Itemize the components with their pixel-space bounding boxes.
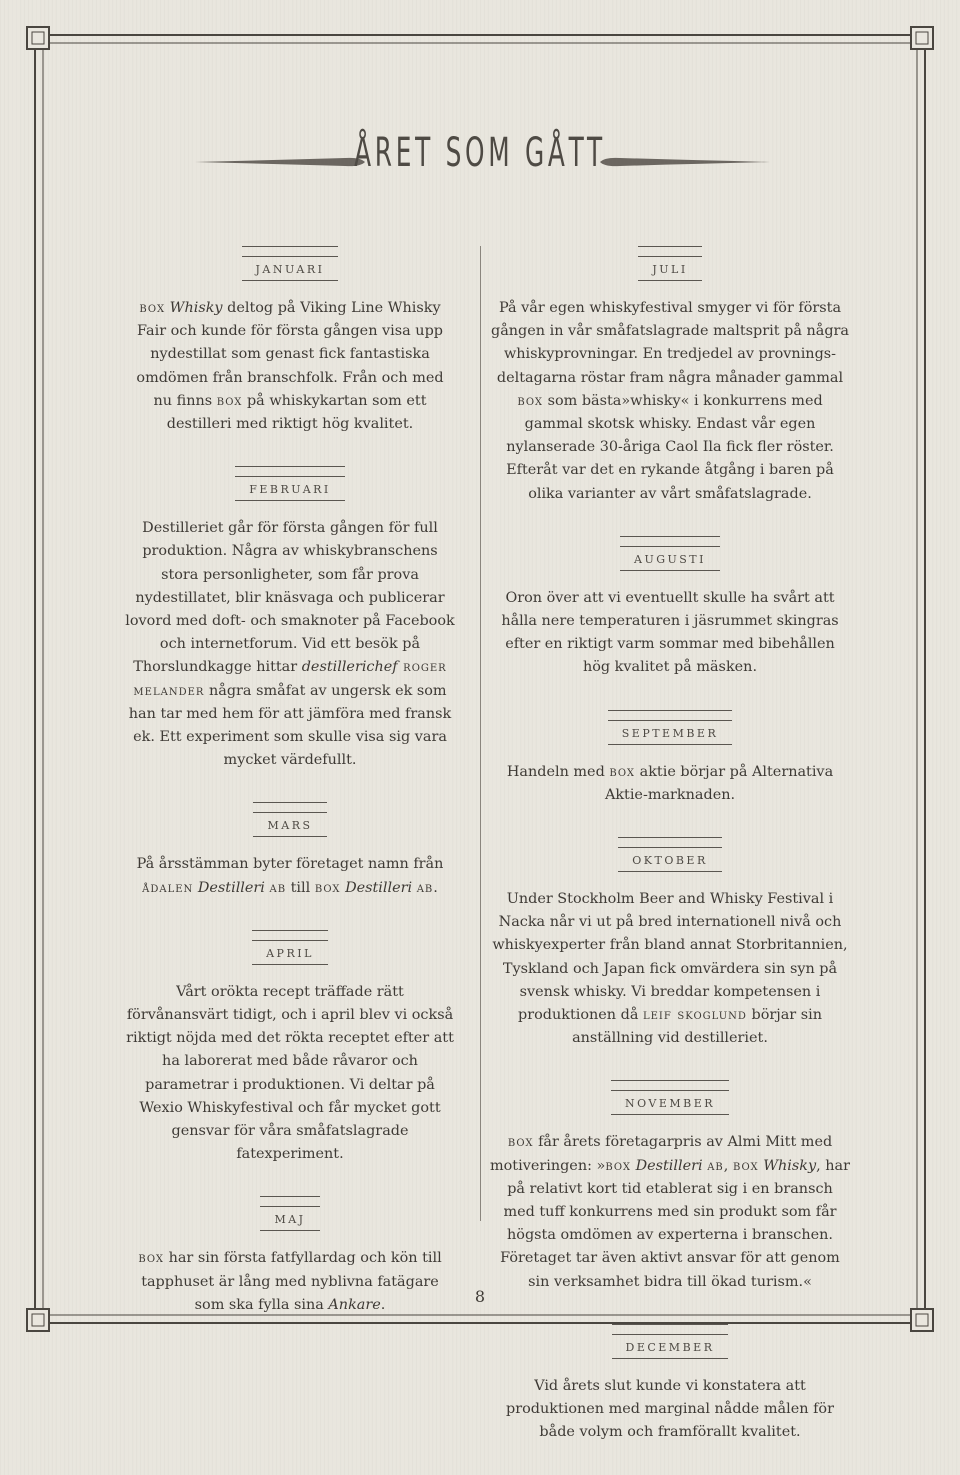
section-juli bbox=[490, 246, 850, 506]
page-number: 8 bbox=[474, 1287, 486, 1306]
section-november bbox=[490, 1080, 850, 1293]
page-title: ÅRET SOM GÅTT bbox=[354, 130, 606, 176]
section-mars bbox=[125, 802, 455, 899]
month-heading-december: december bbox=[612, 1324, 729, 1359]
section-februari bbox=[125, 466, 455, 772]
section-april bbox=[125, 930, 455, 1167]
juli-text: På vår egen whiskyfestival smyger vi för första gången in vår småfatslagrade maltsprit på några whiskyprovningar. En tredjedel av provningsdeltagarna röstar fram några månader gammal box som bästa»whisky« i konkurrens med gammal skotsk whisky. Endast vår egen nylanserade 30-åriga Caol Ila fick fler röster. Efteråt var det en rykande åtgång i baren på olika varianter av vårt småfatslagrade. bbox=[490, 300, 849, 502]
month-heading-mars: mars bbox=[253, 802, 326, 837]
month-heading-augusti: augusti bbox=[620, 536, 720, 571]
januari-text: box Whisky deltog på Viking Line Whisky Fair och kunde för första gången visa upp nydestillat som genast fick fantastiska omdömen från branschfolk. Från och med nu finns box på whiskykartan som ett destilleri med riktigt hög kvalitet. bbox=[136, 300, 444, 433]
month-heading-oktober: oktober bbox=[618, 837, 722, 872]
month-heading-maj: maj bbox=[260, 1196, 319, 1231]
section-oktober bbox=[490, 837, 850, 1050]
section-december bbox=[490, 1324, 850, 1445]
april-text: Vårt orökta recept träffade rätt förvånansvärt tidigt, och i april blev vi också riktigt nöjda med det rökta receptet efter att ha laborerat med både råvaror och parametrar i produktionen. Vi deltar på Wexio Whiskyfestival och får mycket gott gensvar för våra småfatslagrade fatexperiment. bbox=[126, 983, 454, 1163]
mars-text: På årsstämman byter företaget namn från ådalen Destilleri ab till box Destilleri ab. bbox=[136, 856, 444, 896]
augusti-text: Oron över att vi eventuellt skulle ha svårt att hålla nere temperaturen i jäsrummet skingras efter en riktigt varm sommar med bibehållen hög kvalitet på mäsken. bbox=[501, 589, 839, 676]
month-heading-januari: januari bbox=[242, 246, 339, 281]
month-heading-november: november bbox=[611, 1080, 729, 1115]
column-divider bbox=[480, 246, 481, 1221]
section-september bbox=[490, 710, 850, 807]
right-column bbox=[490, 246, 850, 1475]
section-maj bbox=[125, 1196, 455, 1317]
februari-text: Destilleriet går för första gången för full produktion. Några av whiskybranschens stora personligheter, som får prova nydestillatet, blir knäsvaga och publicerar lovord med doft- och smaknoter på Facebook och internetforum. Vid ett besök på Thorslundkagge hittar destillerichef roger melander några småfat av ungersk ek som han tar med hem för att jämföra med fransk ek. Ett experiment som skulle visa sig vara mycket värdefullt. bbox=[125, 520, 455, 769]
month-heading-februari: februari bbox=[235, 466, 345, 501]
section-januari bbox=[125, 246, 455, 436]
month-heading-september: september bbox=[608, 710, 733, 745]
maj-text: box har sin första fatfyllardag och kön till tapphuset är lång med nyblivna fatägare som ska fylla sina Ankare. bbox=[138, 1250, 442, 1313]
december-text: Vid årets slut kunde vi konstatera att produktionen med marginal nådde målen för både volym och framförallt kvalitet. bbox=[506, 1377, 834, 1441]
oktober-text: Under Stockholm Beer and Whisky Festival i Nacka når vi ut på bred internationell nivå och whiskyexperter från bland annat Storbritannien, Tyskland och Japan fick omvärdera sin syn på svensk whisky. Vi breddar kompetensen i produktionen då leif skoglund börjar sin anställning vid destilleriet. bbox=[492, 891, 848, 1047]
section-augusti bbox=[490, 536, 850, 680]
month-heading-juli: juli bbox=[638, 246, 701, 281]
november-text: box får årets företagarpris av Almi Mitt med motiveringen: »box Destilleri ab, box Whisky, har på relativt kort tid etablerat sig i en bransch med tuff konkurrens med sin produkt som får högsta omdömen av experterna i branschen. Företaget tar även aktivt ansvar för att genom sin verksamhet bidra till ökad turism.« bbox=[490, 1134, 850, 1290]
month-heading-april: april bbox=[252, 930, 328, 965]
september-text: Handeln med box aktie börjar på Alternativa Aktie-marknaden. bbox=[506, 763, 834, 803]
left-column bbox=[125, 246, 455, 1347]
